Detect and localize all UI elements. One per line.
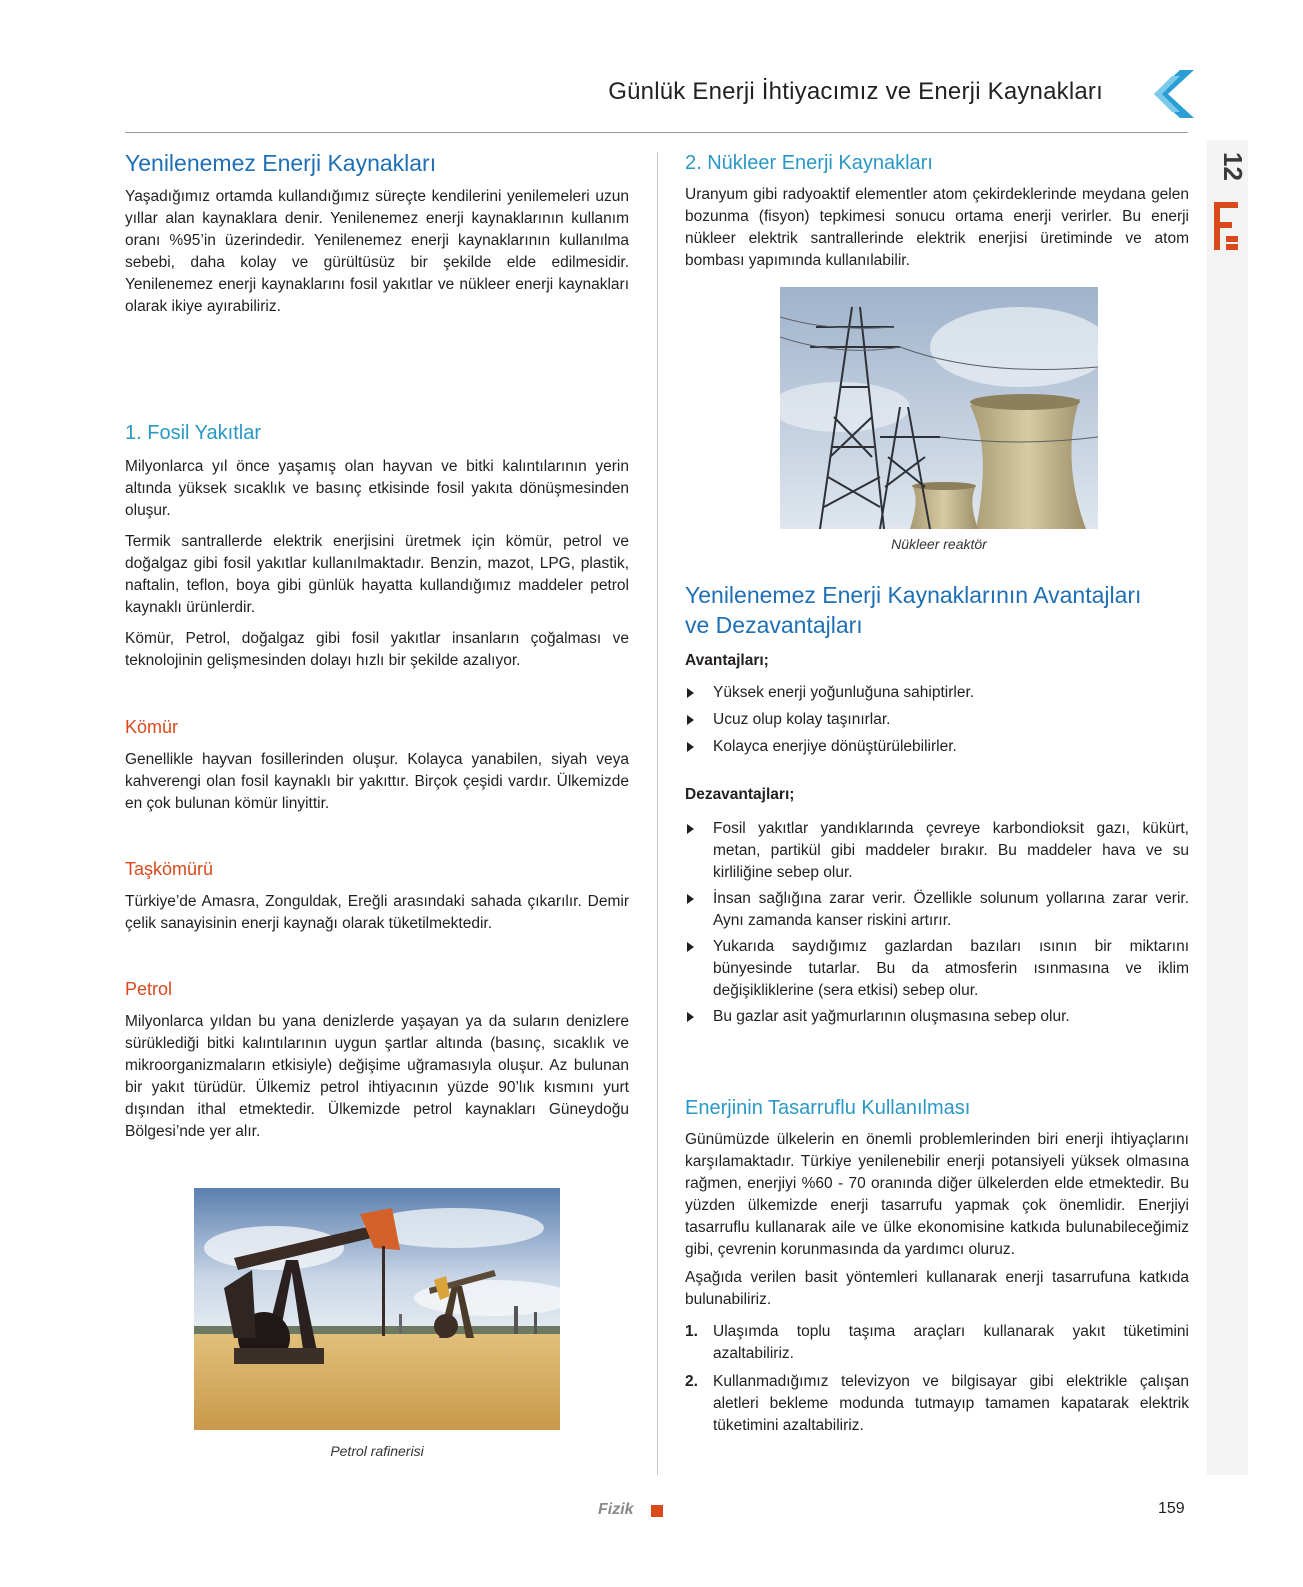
triangle-bullet-icon (687, 824, 694, 834)
nuclear-image-caption: Nükleer reaktör (891, 536, 987, 552)
triangle-bullet-icon (687, 942, 694, 952)
list-number: 2. (685, 1373, 698, 1390)
page-number: 159 (1158, 1500, 1185, 1517)
page-header-title: Günlük Enerji İhtiyacımız ve Enerji Kaynakları (608, 78, 1103, 105)
intro-paragraph: Yaşadığımız ortamda kullandığımız süreçte kendilerini yenilemeleri uzun yıllar alan kaynaklara denir. Yenilenemez enerji kaynaklarının kullanım oranı %95’in üzerindedir. Yenilenemez enerji kaynaklarının kullanılma sebebi, daha kolay ve gürültüsüz bir şekilde elde edilmesidir. Yenilenemez enerji kaynaklarını fosil yakıtlar ve nükleer enerji kaynakları olarak ikiye ayırabiliriz. (125, 188, 629, 315)
list-item (685, 1321, 1189, 1365)
list-item (685, 818, 1189, 884)
komur-section (125, 715, 629, 815)
column-divider (657, 152, 658, 1475)
chevron-left-icon (1150, 70, 1194, 118)
list-item (685, 736, 1189, 758)
nukleer-section (685, 150, 1189, 272)
triangle-bullet-icon (687, 688, 694, 698)
tasarruf-list (685, 1321, 1189, 1437)
subheading-fosil: 1. Fosil Yakıtlar (125, 422, 261, 444)
footer-subject: Fizik (598, 1501, 634, 1518)
fosil-paragraph-3: Kömür, Petrol, doğalgaz gibi fosil yakıtlar insanların çoğalması ve teknolojinin gelişmesinden dolayı hızlı bir şekilde azalıyor. (125, 630, 629, 669)
triangle-bullet-icon (687, 894, 694, 904)
section-heading-avantaj (685, 580, 1189, 640)
disadvantage-text: Yukarıda saydığımız gazlardan bazıları ısının bir miktarını bünyesinde tutarlar. Bu da atmosferin ısınmasına ve iklim değişikliklerine (sera etkisi) sebep olur. (713, 938, 1189, 999)
tasarruf-section (685, 1095, 1189, 1437)
subheading-komur: Kömür (125, 717, 179, 737)
disadvantages-label: Dezavantajları; (685, 786, 795, 803)
fosil-section (125, 420, 629, 672)
taskomuru-section (125, 857, 629, 935)
triangle-bullet-icon (687, 1012, 694, 1022)
advantage-text: Yüksek enerji yoğunluğuna sahiptirler. (713, 684, 975, 701)
list-item (685, 1006, 1189, 1028)
disadvantages-list (685, 818, 1189, 1028)
fosil-paragraph-1: Milyonlarca yıl önce yaşamış olan hayvan ve bitki kalıntılarının yerin altında yüksek sıcaklık ve basınç etkisinde fosil yakıta dönüşmesinden oluşur. (125, 458, 629, 519)
advantages-label: Avantajları; (685, 652, 769, 669)
subheading-petrol: Petrol (125, 979, 173, 999)
list-number: 1. (685, 1323, 698, 1340)
subheading-tasarruf: Enerjinin Tasarruflu Kullanılması (685, 1097, 971, 1119)
avantaj-heading-line1: Yenilenemez Enerji Kaynaklarının Avantajları (685, 582, 1142, 608)
advantage-text: Kolayca enerjiye dönüştürülebilirler. (713, 738, 957, 755)
left-column (125, 148, 629, 318)
subheading-nukleer: 2. Nükleer Enerji Kaynakları (685, 152, 933, 174)
side-strip (1207, 140, 1248, 1475)
disadvantage-text: İnsan sağlığına zarar verir. Özellikle solunum yollarına zarar verir. Aynı zamanda kanser riskini artırır. (713, 890, 1189, 929)
disadvantage-text: Bu gazlar asit yağmurlarının oluşmasına sebep olur. (713, 1008, 1070, 1025)
taskomuru-paragraph: Türkiye’de Amasra, Zonguldak, Ereğli arasındaki sahada çıkarılır. Demir çelik sanayisinin enerji kaynağı olarak tüketilmektedir. (125, 893, 629, 932)
list-item (685, 1371, 1189, 1437)
tasarruf-paragraph-1: Günümüzde ülkelerin en önemli problemlerinden biri enerji ihtiyaçlarını karşılamaktadır. Türkiye yenilenebilir enerji potansiyeli yüksek olmasına rağmen, enerjiyi %60 - 70 oranında diğer ülkelerden elde etmektedir. Bu yüzden ülkemizde enerji tasarrufu yapmak çok önemlidir. Enerjiyi tasarruflu kullanarak aile ve ülke ekonomisine katkıda bulunabileceğimiz gibi, çevrenin korunmasında da yardımcı oluruz. (685, 1131, 1189, 1258)
list-item (685, 682, 1189, 704)
petrol-section (125, 977, 629, 1143)
fizik-logo-icon (1212, 200, 1240, 252)
advantage-text: Ucuz olup kolay taşınırlar. (713, 711, 891, 728)
list-item-text: Ulaşımda toplu taşıma araçları kullanarak yakıt tüketimini azaltabiliriz. (713, 1323, 1189, 1362)
footer-square-icon (651, 1505, 663, 1517)
nukleer-paragraph: Uranyum gibi radyoaktif elementler atom çekirdeklerinde meydana gelen bozunma (fisyon) tepkimesi sonucu ortama enerji verirler. Bu enerji nükleer elektrik santrallerinde elektrik enerjisi üretiminde ve atom bombası yapımında kullanılabilir. (685, 186, 1189, 269)
fosil-paragraph-2: Termik santrallerde elektrik enerjisini üretmek için kömür, petrol ve doğalgaz gibi fosil yakıtlar kullanılmaktadır. Benzin, mazot, LPG, plastik, naftalin, teflon, boya gibi günlük hayatta kullandığımız maddeler petrol kaynaklı ürünlerdir. (125, 533, 629, 616)
list-item (685, 936, 1189, 1002)
subheading-taskomuru: Taşkömürü (125, 859, 214, 879)
avantaj-section (685, 580, 1189, 1028)
avantaj-heading-line2: ve Dezavantajları (685, 612, 863, 638)
petrol-paragraph: Milyonlarca yıldan bu yana denizlerde yaşayan ya da suların denizlere sürüklediği bitki kalıntılarının uygun şartlar altında (basınç, sıcaklık ve mikroorganizmaların etkisiyle) değişime uğramasıyla oluşur. Az bulunan bir yakıt türüdür. Ülkemiz petrol ihtiyacının yüzde 90’lık kısmını yurt dışından ithal etmektedir. Ülkemizde petrol kaynakları Güneydoğu Bölgesi’nde yer alır. (125, 1013, 629, 1140)
header-rule (125, 132, 1188, 133)
list-item (685, 709, 1189, 731)
triangle-bullet-icon (687, 715, 694, 725)
tasarruf-paragraph-2: Aşağıda verilen basit yöntemleri kullanarak enerji tasarrufuna katkıda bulunabiliriz. (685, 1269, 1189, 1308)
list-item (685, 888, 1189, 932)
komur-paragraph: Genellikle hayvan fosillerinden oluşur. Kolayca yanabilen, siyah veya kahverengi olan fosil kaynaklı bir yakıttır. Birçok çeşidi vardır. Ülkemizde en çok bulunan kömür linyittir. (125, 751, 629, 812)
disadvantage-text: Fosil yakıtlar yandıklarında çevreye karbondioksit gazı, kükürt, metan, partikül gibi maddeler bırakır. Bu maddeler hava ve su kirliliğine sebep olur. (713, 820, 1189, 881)
section-heading-yenilenemez: Yenilenemez Enerji Kaynakları (125, 150, 437, 176)
unit-number: 12 (1218, 152, 1248, 181)
nuclear-reactor-image (780, 287, 1098, 529)
petrol-image-caption: Petrol rafinerisi (330, 1443, 424, 1459)
oil-pump-image (194, 1188, 560, 1430)
advantages-list (685, 682, 1189, 758)
list-item-text: Kullanmadığımız televizyon ve bilgisayar gibi elektrikle çalışan aletleri bekleme modunda tutmayıp tamamen kapatarak elektrik tüketimini azaltabiliriz. (713, 1373, 1189, 1434)
triangle-bullet-icon (687, 742, 694, 752)
